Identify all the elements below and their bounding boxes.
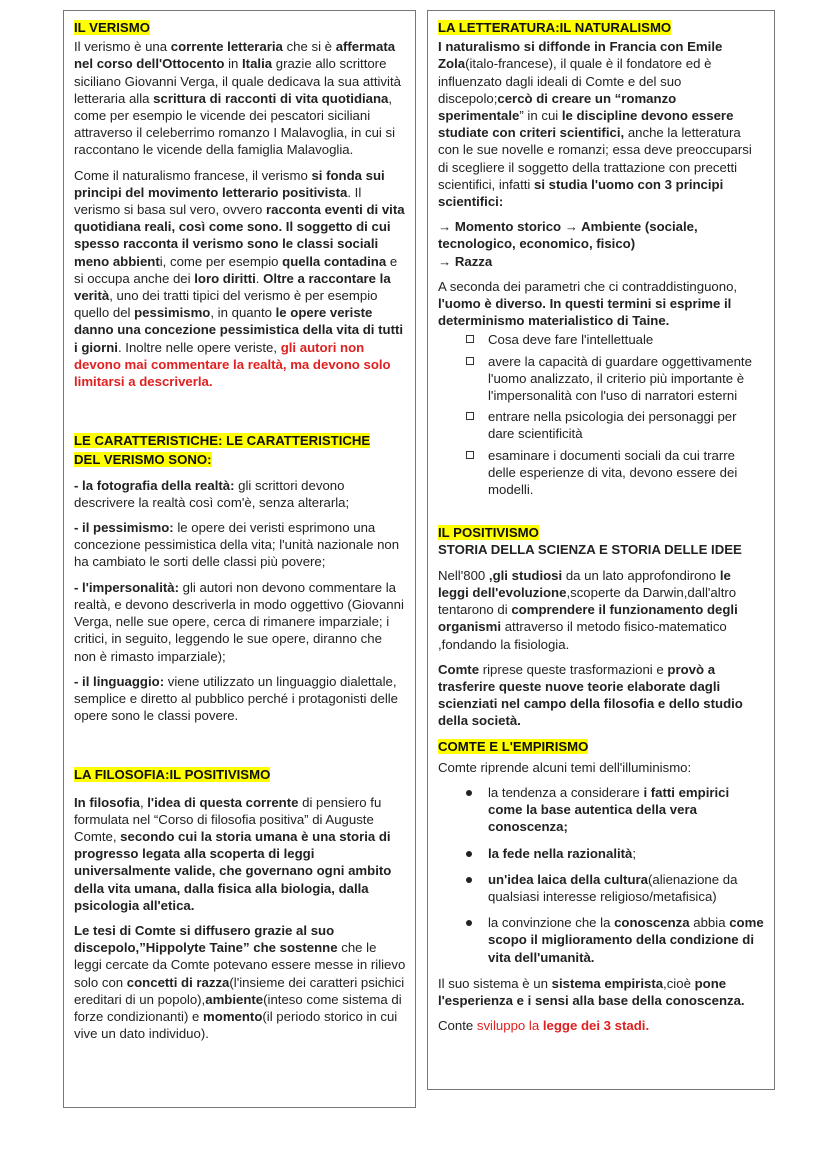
text: Nell'800: [438, 567, 489, 583]
text: .: [255, 270, 264, 286]
text: entrare nella psicologia dei personaggi per dare scientificità: [488, 409, 737, 442]
text: → Momento storico → Ambiente (sociale, tecnologico, economico, fisico): [438, 219, 698, 252]
text: i fatti empirici come la base autentica della vera conoscenza;: [488, 784, 730, 835]
caratteristiche-title-line-2: DEL VERISMO SONO:: [74, 452, 212, 468]
text: corrente letteraria: [170, 39, 283, 55]
text: pessimismo: [134, 305, 211, 321]
text: , in quanto: [210, 305, 276, 321]
verismo-paragraph-1: [74, 38, 406, 158]
list-item: [438, 353, 765, 405]
text: A seconda dei parametri che ci contraddistinguono,: [438, 278, 738, 294]
text: , come per esempio le vicende dei pescatori siciliani attraverso il celeberrimo romanzo I Malavoglia, in cui si raccontano le vicende della famiglia Malavoglia.: [74, 90, 396, 158]
text: gli autori non devono commentare la realtà, e devono descriverla in modo oggettivo (Giovanni Verga, nelle sue opere, cerca di rimanere imparziale; i critici, in seguito, leggendo le sue opere, diranno che non è rimasto imparziale);: [74, 579, 404, 664]
text: momento: [203, 1008, 263, 1024]
empirismo-title: COMTE E L'EMPIRISMO: [438, 738, 589, 754]
text: ,gli studiosi: [488, 567, 563, 583]
text: - il linguaggio:: [74, 673, 165, 689]
text: si fonda sui principi del movimento letterario positivista: [74, 167, 385, 200]
text: le opere dei veristi esprimono una concezione pessimistica della vita; l'unità nazionale non ha cambiato le sorti delle classi più povere;: [74, 520, 400, 570]
positivismo-subtitle: STORIA DELLA SCIENZA E STORIA DELLE IDEE: [438, 542, 742, 558]
text: conoscenza: [614, 915, 690, 931]
left-column: [63, 10, 416, 1108]
text: - l'impersonalità:: [74, 579, 179, 595]
text: → Razza: [438, 253, 493, 269]
text: ,scoperte da Darwin,dall'altro tentarono di: [438, 584, 737, 618]
text: secondo cui la storia umana è una storia di progresso legata alla scoperta di leggi universalmente valide, che governano ogni ambito della vita umana, dalla fisica alla biologia, dalla psicologia all'etica.: [74, 828, 392, 913]
text: cercò di creare un “romanzo sperimentale: [438, 90, 677, 124]
text: sistema empirista: [551, 975, 664, 991]
filosofia-paragraph-2: [74, 922, 406, 1042]
intellettuale-list: [438, 331, 765, 498]
checkbox-square-icon: [466, 357, 474, 365]
text: esaminare i documenti sociali da cui trarre delle esperienze di vita, devono essere dei modelli.: [488, 447, 738, 498]
text: si studia l'uomo con 3 principi scientifici:: [438, 176, 724, 210]
text: le leggi dell'evoluzione: [438, 567, 731, 600]
text: le opere veriste danno una concezione pessimistica della vita di tutti i giorni: [74, 305, 404, 355]
text: (il periodo storico in cui vive un dato individuo).: [74, 1008, 398, 1042]
verismo-paragraph-2: [74, 167, 406, 391]
text: riprese queste trasformazioni e: [479, 661, 668, 677]
text: I naturalismo si diffonde in Francia con Emile Zola: [438, 39, 723, 72]
caratteristiche-item-linguaggio: [74, 673, 406, 725]
text: loro diritti: [194, 270, 256, 286]
text: la tendenza a considerare: [488, 784, 644, 800]
bullet-icon: [466, 851, 472, 857]
list-item: [438, 845, 765, 862]
text: - la fotografia della realtà:: [74, 477, 235, 493]
text: ;: [632, 845, 637, 861]
text: comprendere il funzionamento degli organismi: [438, 602, 738, 635]
text: da un lato approfondirono: [562, 567, 720, 583]
text: e si occupa anche dei: [74, 253, 398, 286]
text: ambiente: [205, 991, 264, 1007]
text: Comte: [438, 661, 480, 677]
right-column: [427, 10, 775, 1090]
text: come scopo il miglioramento della condizione di vita dell'umanità.: [488, 915, 764, 965]
naturalismo-paragraph-2: [438, 278, 765, 330]
text: (inteso come sistema di forze condizionanti) e: [74, 991, 402, 1024]
caratteristiche-item-pessimismo: [74, 519, 406, 571]
list-item: [438, 408, 765, 442]
filosofia-title: LA FILOSOFIA:IL POSITIVISMO: [74, 767, 271, 783]
caratteristiche-title-line-1: LE CARATTERISTICHE: LE CARATTERISTICHE: [74, 433, 371, 449]
text: Conte: [438, 1018, 477, 1034]
checkbox-square-icon: [466, 412, 474, 420]
text: ,: [139, 794, 148, 810]
text: Le tesi di Comte si diffusero grazie al suo discepolo,”Hippolyte Taine” che sostenne: [74, 922, 338, 956]
text: , uno dei tratti tipici del verismo è per esempio quello del: [74, 288, 378, 321]
text: Italia: [242, 56, 273, 72]
text: gli autori non devono mai commentare la realtà, ma devono solo limitarsi a descriverla.: [74, 339, 391, 390]
text: abbia: [689, 915, 730, 931]
text: racconta eventi di vita quotidiana reali, così come sono. Il soggetto di cui spesso racconta il verismo sono le classi sociali meno abbient: [74, 202, 405, 269]
text: . Inoltre nelle opere veriste,: [117, 339, 281, 355]
list-item: [438, 784, 765, 836]
bullet-icon: [466, 790, 472, 796]
text: ,cioè: [663, 975, 695, 991]
list-item: [438, 447, 765, 499]
text: l'idea di questa corrente: [147, 794, 299, 810]
text: la convinzione che la: [488, 915, 615, 931]
positivismo-paragraph-1: [438, 567, 765, 653]
caratteristiche-item-fotografia: [74, 477, 406, 511]
text: i, come per esempio: [159, 253, 283, 269]
empirismo-list: [438, 784, 765, 966]
text: anche la letteratura con le sue novelle e romanzi; essa deve preoccuparsi di scegliere il soggetto della trattazione con precetti scientifici, infatti: [438, 125, 752, 192]
text: . Il verismo si basa sul vero, ovvero: [74, 184, 362, 218]
text: (italo-francese), il quale è il fondatore ed è influenzato dagli ideali di Comte e del suo discepolo;: [438, 56, 712, 106]
text: gli scrittori devono descrivere la realtà così com'è, senza alterarla;: [74, 477, 350, 510]
positivismo-title: IL POSITIVISMO: [438, 525, 539, 541]
text: che le leggi cercate da Comte potevano essere messe in rilievo solo con: [74, 940, 406, 990]
text: Come il naturalismo francese, il verismo: [74, 167, 312, 183]
text: legge dei 3 stadi.: [542, 1018, 650, 1034]
text: la fede nella razionalità: [488, 845, 633, 861]
text: affermata nel corso dell'Ottocento: [74, 39, 396, 72]
text: l'uomo è diverso. In questi termini si esprime il determinismo materialistico di Taine.: [438, 296, 732, 329]
text: scrittura di racconti di vita quotidiana: [153, 90, 389, 106]
text: pone l'esperienza e i sensi alla base della conoscenza.: [438, 975, 745, 1008]
filosofia-paragraph-1: [74, 794, 406, 914]
naturalismo-paragraph-1: [438, 38, 765, 210]
naturalismo-title: LA LETTERATURA:IL NATURALISMO: [438, 20, 672, 35]
bullet-icon: [466, 920, 472, 926]
list-item: [438, 331, 765, 348]
text: concetti di razza: [126, 974, 230, 990]
text: un'idea laica della cultura: [488, 871, 648, 887]
text: (l'insieme dei caratteri psichici ereditari di un popolo),: [74, 974, 405, 1007]
text: Cosa deve fare l'intellettuale: [488, 332, 654, 348]
naturalismo-arrows: [438, 218, 765, 270]
text: viene utilizzato un linguaggio dialettale, semplice e diretto al pubblico perché i protagonisti delle opere sono le classi povere.: [74, 673, 399, 724]
text: grazie allo scrittore siciliano Giovanni Verga, il quale dedicava la sua attività letteraria alla: [74, 56, 401, 106]
text: avere la capacità di guardare oggettivamente l'uomo analizzato, il criterio più importante è l'impersonalità con l'uso di narratori esterni: [488, 353, 752, 404]
text: ” in cui: [519, 108, 562, 124]
text: Il suo sistema è un: [438, 975, 552, 991]
list-item: [438, 871, 765, 905]
text: - il pessimismo:: [74, 520, 174, 536]
text: in: [224, 56, 243, 72]
empirismo-intro: Comte riprende alcuni temi dell'illuminismo:: [438, 759, 692, 775]
text: che si è: [282, 39, 336, 55]
text: di pensiero fu formulata nel “Corso di filosofia positiva” di Auguste Comte,: [74, 794, 382, 844]
text: sviluppo la: [476, 1018, 543, 1034]
text: Oltre a raccontare la verità: [74, 270, 391, 304]
text: provò a trasferire queste nuove teorie elaborate dagli scienziati nel campo della filosofia e dello studio della società.: [438, 661, 743, 729]
checkbox-square-icon: [466, 335, 474, 343]
checkbox-square-icon: [466, 451, 474, 459]
text: (alienazione da qualsiasi interesse religioso/metafisica): [488, 871, 738, 904]
empirismo-stadi: [438, 1017, 765, 1034]
verismo-title: IL VERISMO: [74, 20, 150, 35]
bullet-icon: [466, 877, 472, 883]
text: le discipline devono essere studiate con criteri scientifici,: [438, 108, 734, 141]
caratteristiche-item-impersonalita: [74, 579, 406, 665]
text: attraverso il metodo fisico-matematico ,fondando la fisiologia.: [438, 619, 727, 652]
positivismo-paragraph-2: [438, 661, 765, 730]
list-item: [438, 914, 765, 966]
text: In filosofia: [74, 794, 140, 810]
text: Il verismo è una: [74, 39, 171, 55]
text: quella contadina: [282, 253, 387, 269]
empirismo-sistema: [438, 975, 765, 1009]
